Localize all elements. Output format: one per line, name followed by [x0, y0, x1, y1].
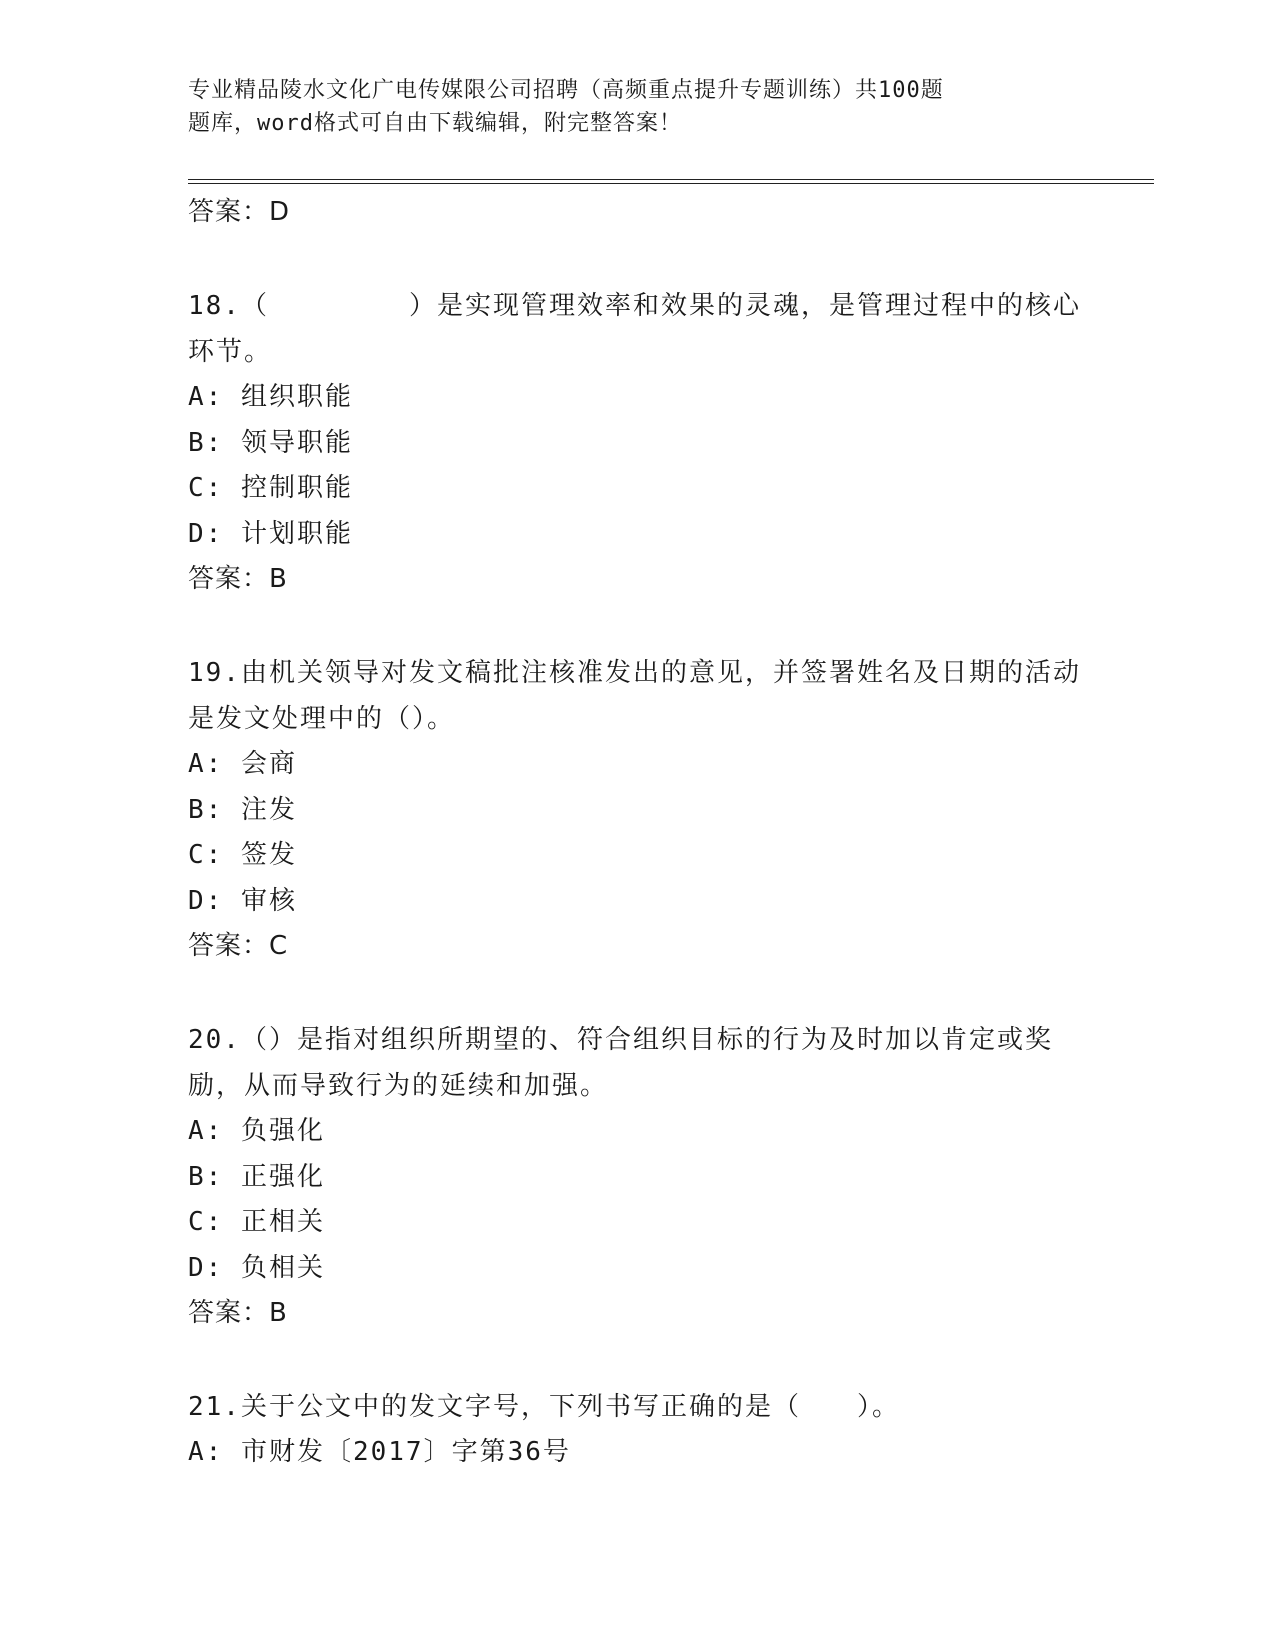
question-20-text: 20.（）是指对组织所期望的、符合组织目标的行为及时加以肯定或奖励，从而导致行为的延续和加强。 [188, 1025, 1053, 1101]
question-19-option-b: B: 注发 [188, 794, 297, 825]
question-18-answer: 答案：B [188, 564, 288, 594]
question-18-text: 18.（ ）是实现管理效率和效果的灵魂，是管理过程中的核心环节。 [188, 291, 1081, 367]
question-18-option-d: D: 计划职能 [188, 518, 353, 549]
header-title-line-2: 题库，word格式可自由下载编辑，附完整答案！ [188, 111, 682, 136]
question-20-option-b: B: 正强化 [188, 1161, 325, 1192]
question-21-text: 21.关于公文中的发文字号，下列书写正确的是（ ）。 [188, 1392, 900, 1422]
question-19-option-c: C: 签发 [188, 840, 297, 870]
answer-line: 答案：D [188, 197, 291, 227]
question-18-option-c: C: 控制职能 [188, 473, 353, 503]
question-list [188, 190, 1088, 1476]
question-19-option-a: A: 会商 [188, 749, 297, 779]
question-18-option-a: A: 组织职能 [188, 382, 353, 412]
header-rule-bottom [188, 183, 1154, 184]
header-rule-top [188, 179, 1154, 180]
question-19-answer: 答案：C [188, 931, 289, 961]
page-header [188, 74, 1018, 140]
question-20-option-a: A: 负强化 [188, 1116, 325, 1146]
question-18-option-b: B: 领导职能 [188, 427, 353, 458]
header-title-line-1: 专业精品陵水文化广电传媒限公司招聘（高频重点提升专题训练）共100题 [188, 78, 944, 103]
question-21-option-a: A: 市财发〔2017〕字第36号 [188, 1437, 571, 1467]
question-20-option-c: C: 正相关 [188, 1207, 325, 1237]
question-19-option-d: D: 审核 [188, 885, 297, 916]
question-19-text: 19.由机关领导对发文稿批注核准发出的意见，并签署姓名及日期的活动是发文处理中的（）。 [188, 658, 1081, 734]
question-20-option-d: D: 负相关 [188, 1252, 325, 1283]
question-20-answer: 答案：B [188, 1298, 288, 1328]
